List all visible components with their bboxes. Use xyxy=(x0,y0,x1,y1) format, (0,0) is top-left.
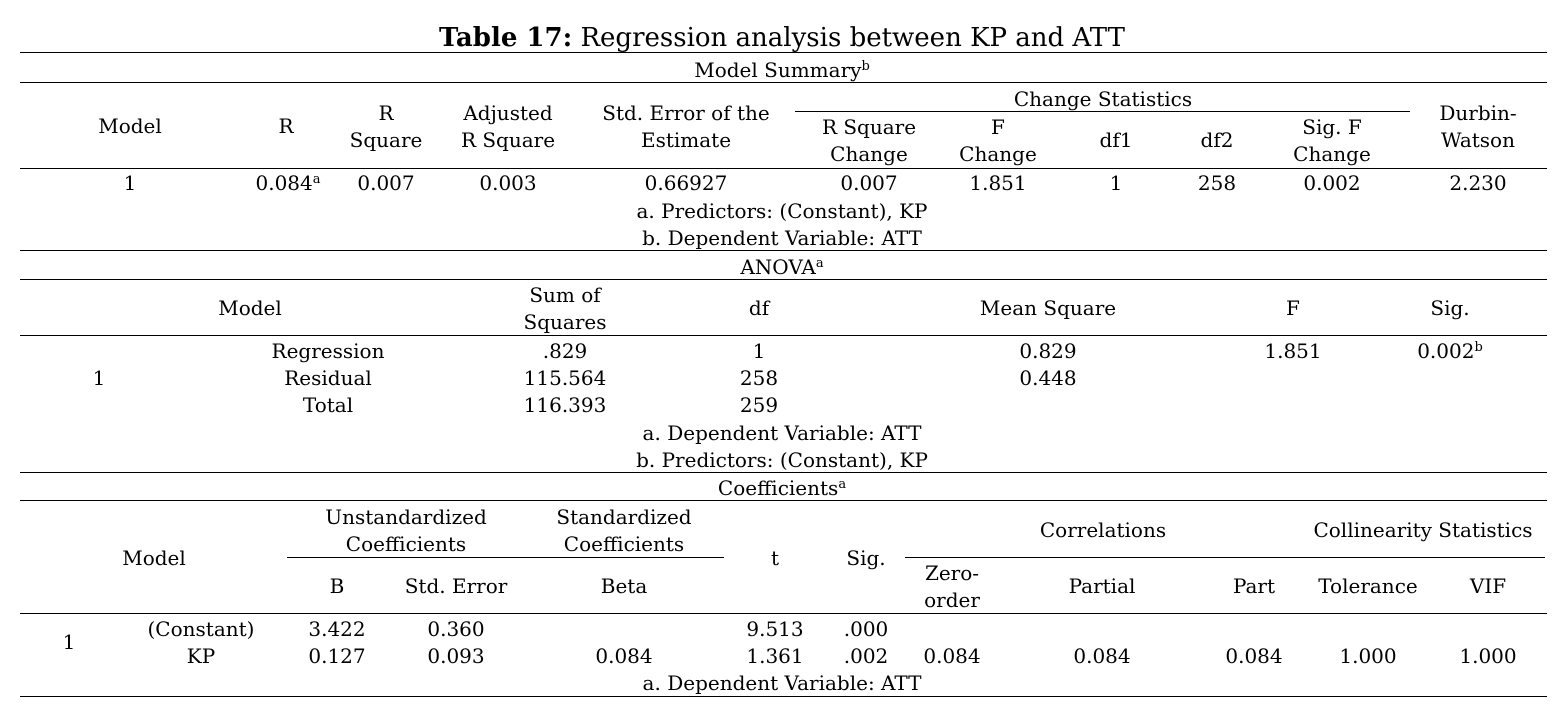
coef-se-kp: 0.093 xyxy=(427,644,485,668)
summary-footnote-a: a. Predictors: (Constant), KP xyxy=(636,199,928,223)
summary-rsq-change: 0.007 xyxy=(840,171,898,195)
anova-ms-regression: 0.829 xyxy=(1019,339,1077,363)
coef-header-t: t xyxy=(770,546,780,570)
table-title-text: Regression analysis between KP and ATT xyxy=(580,23,1125,53)
caption-sup: a xyxy=(838,477,847,492)
anova-header-model: Model xyxy=(218,296,282,320)
coef-header-std-2: Coefficients xyxy=(563,532,685,556)
table-title xyxy=(439,23,1125,53)
header-std-error-1: Std. Error of the xyxy=(602,101,770,125)
rule xyxy=(20,52,1547,53)
coef-partial-kp: 0.084 xyxy=(1073,644,1131,668)
anova-header-f: F xyxy=(1286,296,1300,320)
rule xyxy=(20,696,1547,697)
coef-header-zero-order-2: order xyxy=(924,588,980,612)
anova-caption xyxy=(740,255,823,279)
anova-sig-sup: b xyxy=(1474,340,1483,355)
coef-se-constant: 0.360 xyxy=(427,617,485,641)
coef-header-b: B xyxy=(329,574,345,598)
coef-header-vif: VIF xyxy=(1469,574,1507,598)
coef-header-std-1: Standardized xyxy=(556,505,692,529)
rule xyxy=(20,500,1547,501)
anova-df-total: 259 xyxy=(739,393,779,417)
summary-r-square: 0.007 xyxy=(357,171,415,195)
summary-adj-r-square: 0.003 xyxy=(479,171,537,195)
header-df1: df1 xyxy=(1099,128,1133,152)
coef-model-number: 1 xyxy=(62,630,76,654)
coefficients-caption xyxy=(718,476,846,500)
coef-header-zero-order-1: Zero- xyxy=(924,561,980,585)
coef-header-sig: Sig. xyxy=(846,546,886,570)
anova-source-total: Total xyxy=(302,393,354,417)
header-rsq-change-1: R Square xyxy=(821,115,917,139)
header-r-square-1: R xyxy=(378,101,394,125)
anova-source-regression: Regression xyxy=(271,339,385,363)
header-std-error-2: Estimate xyxy=(640,128,732,152)
anova-header-mean-square: Mean Square xyxy=(979,296,1117,320)
header-model: Model xyxy=(98,114,162,138)
summary-df1: 1 xyxy=(1109,171,1123,195)
coef-header-correlations: Correlations xyxy=(1039,518,1167,542)
anova-ss-residual: 115.564 xyxy=(523,366,607,390)
summary-sig-f-change: 0.002 xyxy=(1303,171,1361,195)
coef-t-kp: 1.361 xyxy=(746,644,804,668)
coef-b-constant: 3.422 xyxy=(308,617,366,641)
summary-df2: 258 xyxy=(1197,171,1237,195)
caption-text: Coefficients xyxy=(717,476,839,500)
header-f-change-1: F xyxy=(991,115,1005,139)
header-f-change-2: Change xyxy=(959,142,1037,166)
caption-text: ANOVA xyxy=(740,255,816,279)
summary-r xyxy=(255,171,320,195)
coef-sig-kp: .002 xyxy=(843,644,889,668)
rule xyxy=(795,111,1410,112)
anova-footnote-a: a. Dependent Variable: ATT xyxy=(642,421,922,445)
coef-header-unstd-2: Coefficients xyxy=(345,532,467,556)
summary-durbin-watson: 2.230 xyxy=(1449,171,1507,195)
summary-std-error: 0.66927 xyxy=(644,171,728,195)
anova-sig-regression xyxy=(1417,339,1483,363)
summary-model: 1 xyxy=(123,171,137,195)
header-sig-f-change-1: Sig. F xyxy=(1302,115,1362,139)
coef-footnote-a: a. Dependent Variable: ATT xyxy=(642,671,922,695)
anova-ss-total: 116.393 xyxy=(523,393,607,417)
rule xyxy=(20,613,1547,614)
coef-t-constant: 9.513 xyxy=(746,617,804,641)
anova-f-regression: 1.851 xyxy=(1264,339,1322,363)
caption-sup: b xyxy=(861,59,870,74)
coef-header-beta: Beta xyxy=(600,574,648,598)
coef-sig-constant: .000 xyxy=(843,617,889,641)
anova-sig-value: 0.002 xyxy=(1417,339,1475,363)
coef-header-partial: Partial xyxy=(1068,574,1136,598)
header-sig-f-change-2: Change xyxy=(1293,142,1371,166)
rule xyxy=(20,250,1547,251)
rule xyxy=(905,557,1545,558)
coef-header-std-error: Std. Error xyxy=(404,574,508,598)
caption-sup: a xyxy=(815,256,824,271)
summary-f-change: 1.851 xyxy=(969,171,1027,195)
anova-df-residual: 258 xyxy=(739,366,779,390)
rule xyxy=(20,168,1547,169)
header-rsq-change-2: Change xyxy=(830,142,908,166)
header-durbin-watson-2: Watson xyxy=(1441,128,1515,152)
rule xyxy=(20,82,1547,83)
coef-header-model: Model xyxy=(122,546,186,570)
header-r: R xyxy=(278,114,294,138)
summary-r-sup: a xyxy=(312,172,321,187)
coef-tolerance-kp: 1.000 xyxy=(1339,644,1397,668)
caption-text: Model Summary xyxy=(694,58,862,82)
coef-vif-kp: 1.000 xyxy=(1459,644,1517,668)
coef-header-collinearity: Collinearity Statistics xyxy=(1313,518,1533,542)
header-r-square-2: Square xyxy=(349,128,423,152)
anova-source-residual: Residual xyxy=(284,366,372,390)
anova-footnote-b: b. Predictors: (Constant), KP xyxy=(636,448,928,472)
coef-header-unstd-1: Unstandardized xyxy=(325,505,487,529)
coef-zero-order-kp: 0.084 xyxy=(923,644,981,668)
coef-header-part: Part xyxy=(1232,574,1276,598)
coef-part-kp: 0.084 xyxy=(1225,644,1283,668)
anova-ss-regression: .829 xyxy=(542,339,588,363)
coef-term-kp: KP xyxy=(186,644,216,668)
coef-beta-kp: 0.084 xyxy=(595,644,653,668)
rule xyxy=(20,472,1547,473)
summary-footnote-b: b. Dependent Variable: ATT xyxy=(642,226,922,250)
header-change-statistics: Change Statistics xyxy=(1013,87,1193,111)
model-summary-caption xyxy=(694,58,870,82)
header-durbin-watson-1: Durbin- xyxy=(1439,101,1517,125)
coef-b-kp: 0.127 xyxy=(308,644,366,668)
anova-header-ss-1: Sum of xyxy=(529,283,601,307)
header-adjusted-1: Adjusted xyxy=(463,101,553,125)
anova-df-regression: 1 xyxy=(752,339,766,363)
table-label: Table 17: xyxy=(439,23,573,53)
summary-r-value: 0.084 xyxy=(255,171,313,195)
anova-header-ss-2: Squares xyxy=(523,310,607,334)
header-adjusted-2: R Square xyxy=(460,128,556,152)
anova-model-number: 1 xyxy=(92,366,106,390)
anova-header-sig: Sig. xyxy=(1430,296,1470,320)
coef-term-constant: (Constant) xyxy=(147,617,255,641)
rule xyxy=(20,279,1547,280)
anova-header-df: df xyxy=(748,296,770,320)
coef-header-tolerance: Tolerance xyxy=(1318,574,1418,598)
rule xyxy=(287,557,724,558)
anova-ms-residual: 0.448 xyxy=(1019,366,1077,390)
header-df2: df2 xyxy=(1200,128,1234,152)
rule xyxy=(20,335,1547,336)
